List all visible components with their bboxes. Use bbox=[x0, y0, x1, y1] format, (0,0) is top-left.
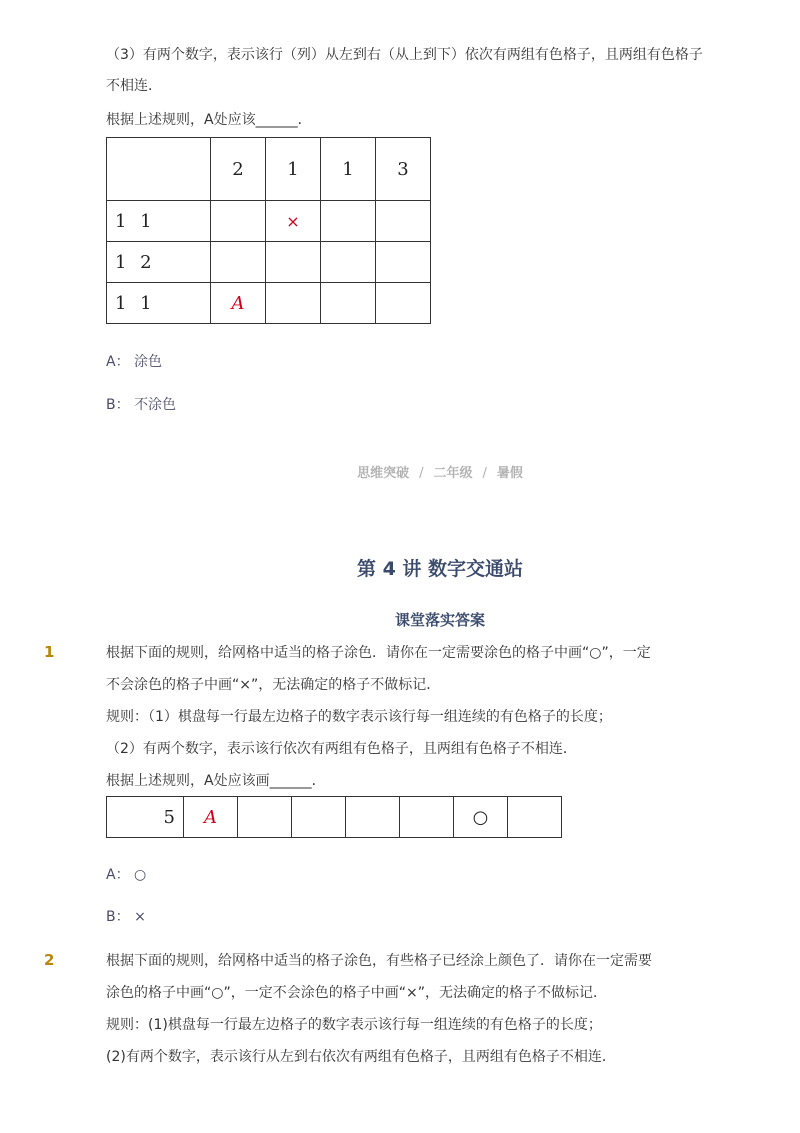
col-clue: 1 bbox=[321, 138, 376, 201]
row-clue: 1 1 bbox=[107, 201, 211, 242]
grid-cell bbox=[376, 283, 431, 324]
option-key: B： bbox=[106, 909, 130, 925]
grid-cell-circle-mark: ○ bbox=[454, 797, 508, 838]
prev-rule3-line2: 不相连． bbox=[106, 78, 162, 94]
grid-cell-a-marker: A bbox=[184, 797, 238, 838]
grid-header-row bbox=[107, 138, 431, 201]
prev-option-b bbox=[106, 395, 176, 415]
option-text: 不涂色 bbox=[134, 397, 177, 413]
grid-cell-a-marker: A bbox=[211, 283, 266, 324]
grid-cell bbox=[292, 797, 346, 838]
grid-cell-cross-mark: × bbox=[266, 201, 321, 242]
q1-line: 不会涂色的格子中画“×”，无法确定的格子不做标记． bbox=[106, 677, 441, 693]
option-key: B： bbox=[106, 397, 130, 413]
col-clue: 3 bbox=[376, 138, 431, 201]
option-key: A： bbox=[106, 867, 130, 883]
q2-line: (2)有两个数字，表示该行从左到右依次有两组有色格子，且两组有色格子不相连． bbox=[106, 1049, 616, 1065]
option-text: ○ bbox=[134, 867, 147, 883]
row-clue: 1 1 bbox=[107, 283, 211, 324]
grid-cell bbox=[321, 283, 376, 324]
grid-cell bbox=[376, 201, 431, 242]
nonogram-grid-q1 bbox=[106, 796, 562, 838]
grid-cell bbox=[400, 797, 454, 838]
footer-part: 二年级 bbox=[433, 466, 473, 481]
footer-separator: / bbox=[419, 466, 424, 481]
q1-prompt: 根据上述规则，A处应该画______． bbox=[106, 773, 326, 789]
grid-row bbox=[107, 283, 431, 324]
q2-line: 规则：(1)棋盘每一行最左边格子的数字表示该行每一组连续的有色格子的长度； bbox=[106, 1017, 602, 1033]
footer-separator: / bbox=[482, 466, 487, 481]
q1-line: （2）有两个数字，表示该行依次有两组有色格子，且两组有色格子不相连． bbox=[106, 741, 577, 757]
q1-option-b bbox=[106, 907, 146, 927]
q1-option-a bbox=[106, 865, 146, 885]
page-footer bbox=[0, 462, 800, 481]
grid-cell bbox=[508, 797, 562, 838]
grid-row bbox=[107, 797, 562, 838]
prev-option-a bbox=[106, 352, 162, 372]
q1-line: 根据下面的规则，给网格中适当的格子涂色．请你在一定需要涂色的格子中画“○”，一定 bbox=[106, 645, 651, 661]
grid-cell bbox=[238, 797, 292, 838]
lecture-title: 第 4 讲 数字交通站 bbox=[356, 558, 524, 580]
prev-rule3-line1: （3）有两个数字，表示该行（列）从左到右（从上到下）依次有两组有色格子，且两组有色格子 bbox=[106, 47, 703, 63]
grid-cell bbox=[266, 242, 321, 283]
row-clue: 1 2 bbox=[107, 242, 211, 283]
row-clue: 5 bbox=[107, 797, 184, 838]
grid-cell bbox=[266, 283, 321, 324]
q2-line: 涂色的格子中画“○”，一定不会涂色的格子中画“×”，无法确定的格子不做标记． bbox=[106, 985, 607, 1001]
footer-part: 暑假 bbox=[496, 466, 523, 481]
grid-cell bbox=[211, 242, 266, 283]
grid-cell bbox=[376, 242, 431, 283]
prev-prompt: 根据上述规则，A处应该______． bbox=[106, 112, 312, 128]
grid-cell bbox=[211, 201, 266, 242]
option-text: 涂色 bbox=[134, 354, 163, 370]
option-text: × bbox=[134, 909, 146, 925]
section-title: 课堂落实答案 bbox=[394, 611, 485, 629]
question-number: 2 bbox=[44, 951, 55, 969]
question-number: 1 bbox=[44, 643, 55, 661]
option-key: A： bbox=[106, 354, 130, 370]
footer-part: 思维突破 bbox=[357, 466, 410, 481]
col-clue: 1 bbox=[266, 138, 321, 201]
col-clue: 2 bbox=[211, 138, 266, 201]
grid-cell bbox=[346, 797, 400, 838]
nonogram-grid-prev bbox=[106, 137, 431, 324]
q2-line: 根据下面的规则，给网格中适当的格子涂色，有些格子已经涂上颜色了．请你在一定需要 bbox=[106, 953, 652, 969]
grid-cell bbox=[321, 242, 376, 283]
grid-row bbox=[107, 242, 431, 283]
q1-line: 规则：（1）棋盘每一行最左边格子的数字表示该行每一组连续的有色格子的长度； bbox=[106, 709, 612, 725]
grid-row bbox=[107, 201, 431, 242]
grid-cell bbox=[321, 201, 376, 242]
grid-corner-cell bbox=[107, 138, 211, 201]
